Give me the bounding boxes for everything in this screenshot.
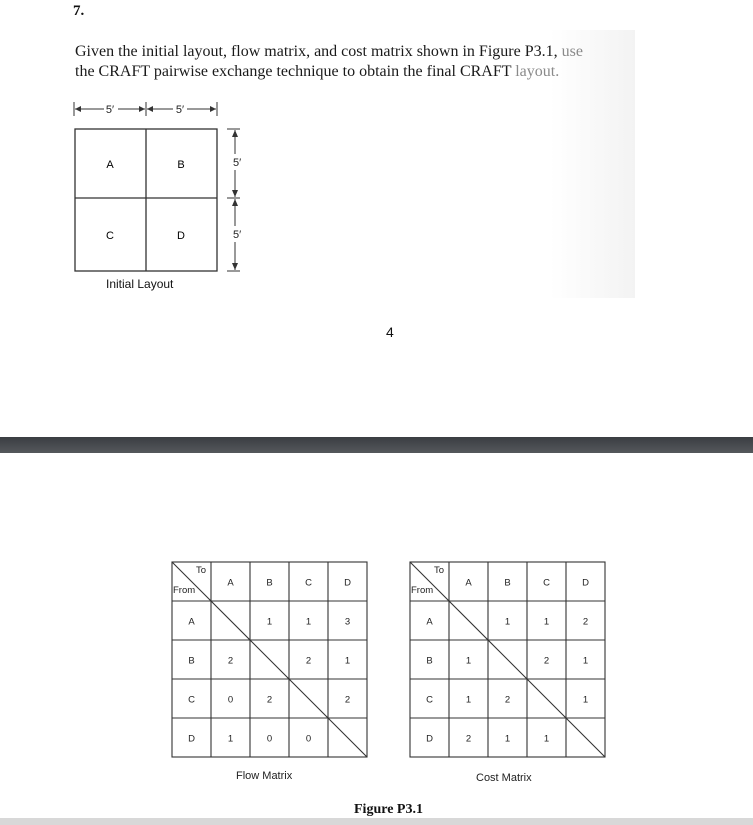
problem-line-1: Given the initial layout, flow matrix, and cost matrix shown in Figure P3.1, xyxy=(75,43,558,60)
cost-col-header: D xyxy=(582,577,589,589)
flow-cell-value: 0 xyxy=(266,733,273,745)
flow-cell-value: 2 xyxy=(266,694,273,706)
cost-cell-value: 1 xyxy=(504,616,511,628)
figure-caption: Figure P3.1 xyxy=(354,802,423,817)
flow-row-header: B xyxy=(188,655,195,667)
flow-cell-value: 2 xyxy=(344,694,351,706)
problem-line-1-tail: use xyxy=(557,43,583,60)
cost-matrix-table xyxy=(408,560,608,770)
question-number: 7. xyxy=(73,3,85,19)
flow-cell-value: 3 xyxy=(344,616,351,628)
cell-c: C xyxy=(106,230,114,242)
dim-top-b: 5′ xyxy=(175,104,185,116)
cost-cell-value: 1 xyxy=(465,694,472,706)
cost-col-header: C xyxy=(543,577,550,589)
cost-row-header: B xyxy=(426,655,433,667)
cost-cell-value: 2 xyxy=(465,733,472,745)
flow-cell-value: 2 xyxy=(227,655,234,667)
cost-cell-value: 2 xyxy=(582,616,589,628)
flow-cell-value: 1 xyxy=(227,733,234,745)
flow-matrix-caption: Flow Matrix xyxy=(236,770,293,782)
problem-line-2-tail: layout. xyxy=(511,63,560,80)
page-divider xyxy=(0,437,753,453)
cost-cell-value: 2 xyxy=(543,655,550,667)
cost-row-header: C xyxy=(426,694,433,706)
cost-cell-value: 1 xyxy=(504,733,511,745)
layout-caption: Initial Layout xyxy=(106,277,174,291)
cost-row-header: D xyxy=(426,733,433,745)
lower-page xyxy=(0,453,753,825)
flow-cell-value: 0 xyxy=(305,733,312,745)
cost-from-label: From xyxy=(411,585,434,596)
cell-d: D xyxy=(177,230,185,242)
flow-cell-value: 1 xyxy=(344,655,351,667)
cost-cell-value: 2 xyxy=(504,694,511,706)
flow-col-header: B xyxy=(266,577,273,589)
cost-cell-value: 1 xyxy=(582,694,589,706)
cost-col-header: A xyxy=(465,577,472,589)
cost-to-label: To xyxy=(433,565,444,576)
bottom-edge xyxy=(0,818,753,825)
dim-top-a: 5′ xyxy=(105,104,115,116)
cost-cell-value: 1 xyxy=(543,733,550,745)
cost-cell-value: 1 xyxy=(543,616,550,628)
cell-b: B xyxy=(177,159,185,171)
flow-row-header: C xyxy=(188,694,195,706)
initial-layout-diagram xyxy=(70,98,250,278)
flow-to-label: To xyxy=(195,565,206,576)
cost-col-header: B xyxy=(504,577,511,589)
flow-matrix-grid xyxy=(172,562,367,757)
flow-col-header: C xyxy=(305,577,312,589)
flow-row-header: A xyxy=(188,616,195,628)
flow-cell-value: 1 xyxy=(266,616,273,628)
problem-statement xyxy=(75,42,583,82)
cost-matrix-grid xyxy=(410,562,605,757)
flow-matrix-table xyxy=(170,560,370,770)
cell-a: A xyxy=(106,159,114,171)
cost-cell-value: 1 xyxy=(582,655,589,667)
dim-side-b: 5′ xyxy=(233,229,242,241)
flow-col-header: A xyxy=(227,577,234,589)
flow-from-label: From xyxy=(173,585,196,596)
cost-matrix-caption: Cost Matrix xyxy=(476,772,532,784)
flow-col-header: D xyxy=(344,577,351,589)
cost-row-header: A xyxy=(426,616,433,628)
cost-cell-value: 1 xyxy=(465,655,472,667)
problem-line-2: the CRAFT pairwise exchange technique to obtain the final CRAFT xyxy=(75,63,512,80)
flow-row-header: D xyxy=(188,733,195,745)
flow-cell-value: 1 xyxy=(305,616,312,628)
page-number: 4 xyxy=(386,324,394,340)
flow-cell-value: 2 xyxy=(305,655,312,667)
flow-cell-value: 0 xyxy=(227,694,234,706)
dim-side-a: 5′ xyxy=(233,157,242,169)
